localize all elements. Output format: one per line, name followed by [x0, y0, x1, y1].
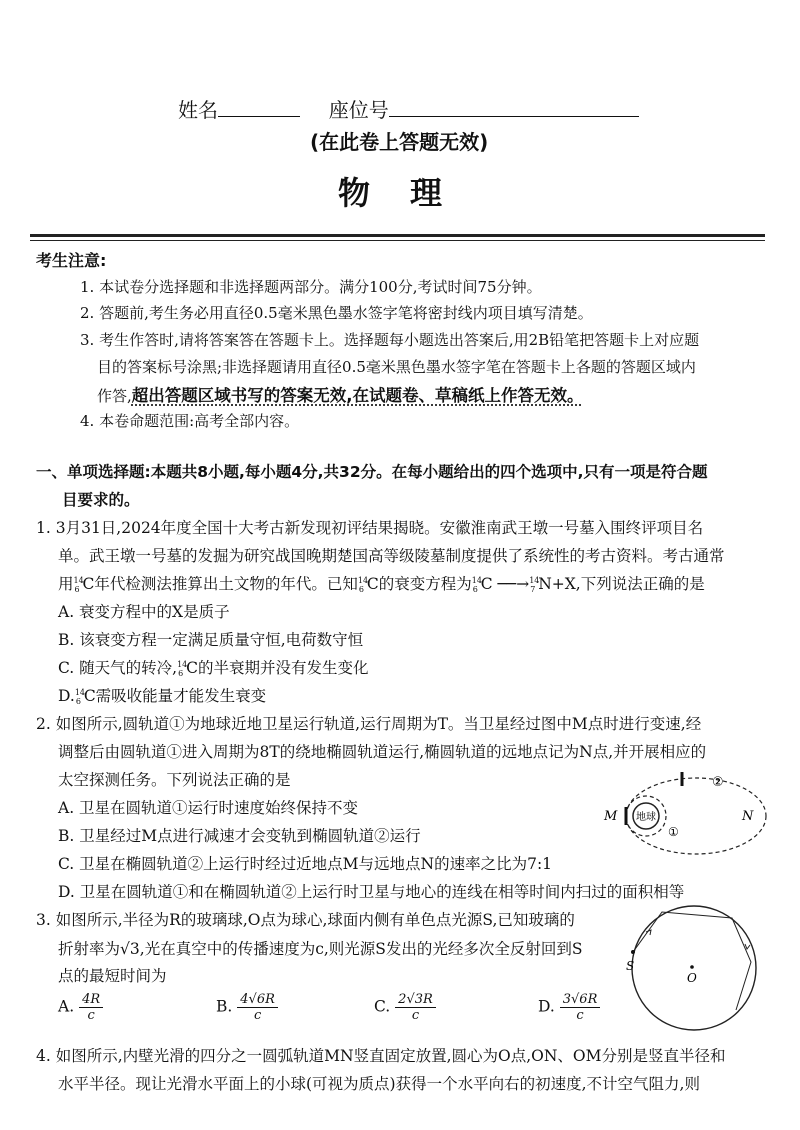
nuclide-n14: 14 7 — [529, 576, 540, 594]
section1-heading-cont: 目要求的。 — [62, 491, 140, 509]
instruction-1: 1. 本试卷分选择题和非选择题两部分。满分100分,考试时间75分钟。 — [80, 278, 542, 296]
double-rule-bottom — [30, 240, 765, 241]
q2-option-c[interactable]: C. 卫星在椭圆轨道②上运行时经过近地点M与远地点N的速率之比为7:1 — [58, 855, 553, 873]
instructions-title: 考生注意: — [36, 251, 107, 270]
q2-stem-2: 调整后由圆轨道①进入周期为8T的绕地椭圆轨道运行,椭圆轨道的远地点记为N点,并开展相应的 — [58, 743, 707, 761]
seat-blank[interactable] — [389, 98, 639, 117]
instruction-3b: 目的答案标号涂黑;非选择题请用直径0.5毫米黑色墨水签字笔在答题卡上各题的答题区域内 — [97, 358, 696, 376]
light-path — [633, 912, 751, 1010]
nuclide-c14: 14 6 — [74, 688, 85, 706]
q3-stem-2: 折射率为√3,光在真空中的传播速度为c,则光源S发出的光经多次全反射回到S — [58, 940, 583, 958]
q3-option-c[interactable]: C. $\frac{2√3R}{c}$ — [374, 992, 436, 1023]
instruction-3c-plain: 作答, — [97, 387, 132, 405]
seat-label: 座位号 — [328, 98, 389, 122]
instruction-2: 2. 答题前,考生务必用直径0.5毫米黑色墨水签字笔将密封线内项目填写清楚。 — [80, 304, 593, 322]
q2-option-b[interactable]: B. 卫星经过M点进行减速才会变轨到椭圆轨道②运行 — [58, 827, 421, 845]
instruction-3a: 3. 考生作答时,请将答案答在答题卡上。选择题每小题选出答案后,用2B铅笔把答题卡上对应题 — [80, 331, 700, 349]
instruction-4: 4. 本卷命题范围:高考全部内容。 — [80, 412, 300, 430]
name-field-row — [178, 94, 639, 123]
q2-option-d[interactable]: D. 卫星在圆轨道①和在椭圆轨道②上运行时卫星与地心的连线在相等时间内扫过的面积相等 — [58, 883, 685, 901]
orbit-1-label: ① — [668, 825, 679, 839]
q1-stem-2: 单。武王墩一号墓的发掘为研究战国晚期楚国高等级陵墓制度提供了系统性的考古资料。考古通常 — [58, 547, 725, 565]
q3-option-d[interactable]: D. $\frac{3√6R}{c}$ — [538, 992, 600, 1023]
arrow-icon — [745, 944, 750, 949]
q1-option-d[interactable]: D. 14 6 C需吸收能量才能发生衰变 — [58, 687, 267, 706]
name-label: 姓名 — [178, 98, 218, 122]
decay-arrow: C ──→ — [480, 575, 530, 593]
q1-option-a[interactable]: A. 衰变方程中的X是质子 — [58, 603, 230, 621]
q3-stem-1: 3. 如图所示,半径为R的玻璃球,O点为球心,球面内侧有单色点光源S,已知玻璃的 — [36, 911, 575, 929]
source-S-label: S — [626, 959, 635, 973]
center-point — [690, 965, 694, 969]
light-source-point — [631, 950, 635, 954]
instruction-3c-emphasis: 超出答题区域书写的答案无效,在试题卷、草稿纸上作答无效。 — [131, 386, 584, 405]
point-N-label: N — [742, 809, 754, 824]
q3-option-a[interactable]: A. $\frac{4R}{c}$ — [58, 992, 103, 1023]
q3-option-b[interactable]: B. $\frac{4√6R}{c}$ — [216, 992, 278, 1023]
orbit-2-label: ② — [712, 775, 724, 790]
nuclide-c14: 14 6 — [177, 660, 188, 678]
nuclide-c14: 14 6 — [357, 576, 369, 594]
point-M-label: M — [604, 809, 618, 824]
q2-stem-1: 2. 如图所示,圆轨道①为地球近地卫星运行轨道,运行周期为T。当卫星经过图中M点时进行变速,经 — [36, 715, 702, 733]
glass-sphere-diagram — [624, 900, 774, 1036]
q2-stem-3: 太空探测任务。下列说法正确的是 — [58, 771, 291, 789]
q2-option-a[interactable]: A. 卫星在圆轨道①运行时速度始终保持不变 — [58, 799, 359, 817]
instruction-3c — [97, 382, 584, 406]
nuclide-c14: 14 6 — [471, 576, 482, 594]
double-rule-top — [30, 234, 765, 237]
name-blank[interactable] — [218, 98, 300, 117]
sphere-outline — [632, 906, 756, 1030]
q3-stem-3: 点的最短时间为 — [58, 967, 167, 985]
sqrt3: √3 — [120, 940, 140, 958]
earth-label: 地球 — [636, 812, 656, 823]
q1-option-b[interactable]: B. 该衰变方程一定满足质量守恒,电荷数守恒 — [58, 631, 364, 649]
section1-heading: 一、单项选择题:本题共8小题,每小题4分,共32分。在每小题给出的四个选项中,只有一项是符合题 — [36, 463, 708, 481]
center-O-label: O — [687, 971, 697, 985]
q4-stem-2: 水平半径。现让光滑水平面上的小球(可视为质点)获得一个水平向右的初速度,不计空气阻力,则 — [58, 1075, 700, 1093]
q4-stem-1: 4. 如图所示,内壁光滑的四分之一圆弧轨道MN竖直固定放置,圆心为O点,ON、OM分别是竖直半径和 — [36, 1047, 726, 1065]
q1-option-c[interactable]: C. 随天气的转冷, 14 6 C的半衰期并没有发生变化 — [58, 659, 369, 678]
nuclide-c14: 14 6 — [73, 576, 84, 594]
q1-stem-1: 1. 3月31日,2024年度全国十大考古新发现初评结果揭晓。安徽淮南武王墩一号墓入围终评项目名 — [36, 519, 704, 537]
q1-stem-3: 用 14 6 C年代检测法推算出土文物的年代。已知 14 6 C的衰变方程为 14 6 C ──→ 14 7 N+X,下列说法正确的是 — [58, 575, 705, 594]
subject-title: 物理 — [338, 174, 483, 212]
orbit-diagram — [596, 770, 776, 870]
invalid-notice: (在此卷上答题无效) — [310, 130, 489, 154]
